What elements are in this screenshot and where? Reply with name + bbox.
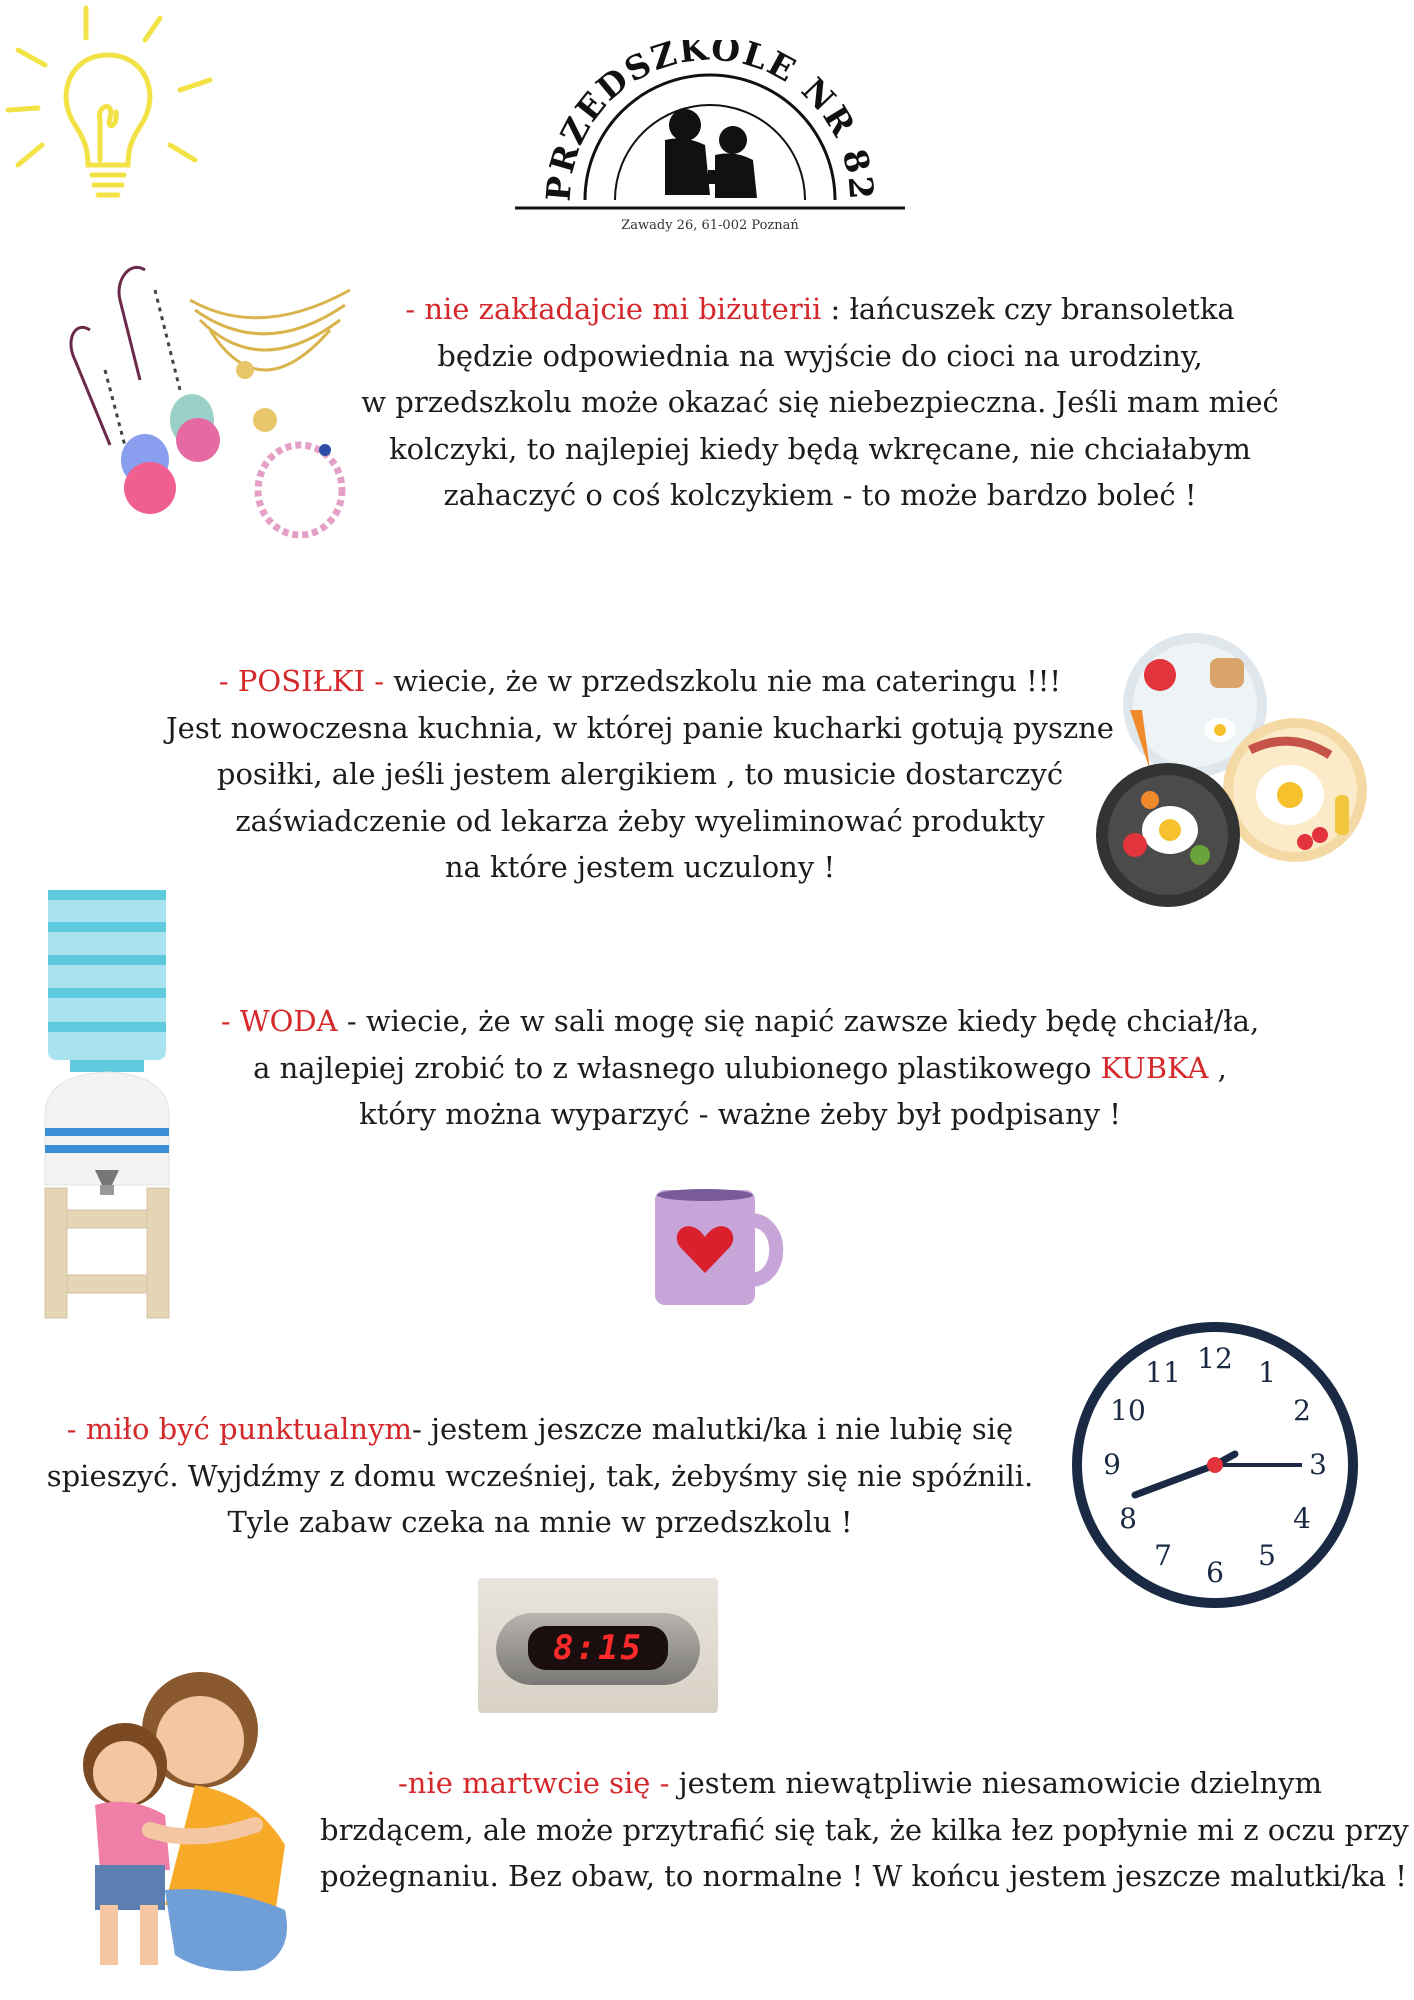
clock-5: 5 [1258, 1539, 1276, 1572]
clock-8: 8 [1119, 1502, 1137, 1535]
jewelry-lead: - nie zakładajcie mi biżuterii [405, 292, 822, 326]
clock-11: 11 [1145, 1356, 1181, 1389]
water-section [220, 998, 1260, 1138]
logo-address: Zawady 26, 61-002 Poznań [621, 218, 799, 233]
clock-7: 7 [1154, 1539, 1172, 1572]
clock-4: 4 [1293, 1502, 1311, 1535]
punctual-section [30, 1406, 1050, 1546]
jewelry-line-1: : łańcuszek czy bransoletka [821, 292, 1235, 326]
clock-9: 9 [1103, 1448, 1121, 1481]
worry-lead: -nie martwcie się - [397, 1766, 670, 1800]
jewelry-section [330, 286, 1310, 519]
worry-line-2: brzdącem, ale może przytrafić się tak, że kilka łez popłynie mi z oczu przy [320, 1812, 1409, 1847]
jewelry-line-5: zahaczyć o coś kolczykiem - to może bardzo boleć ! [443, 478, 1197, 512]
meals-line-2: Jest nowoczesna kuchnia, w której panie kucharki gotują pyszne [166, 710, 1114, 745]
meal-plates-illustration [1090, 630, 1370, 920]
punctual-line-2: spieszyć. Wyjdźmy z domu wcześniej, tak, żebyśmy się nie spóźnili. [46, 1458, 1034, 1493]
meals-line-5: na które jestem uczulony ! [444, 850, 836, 884]
lightbulb-icon [0, 0, 230, 220]
punctual-line-3: Tyle zabaw czeka na mnie w przedszkolu ! [227, 1505, 853, 1539]
meals-lead: - POSIŁKI - [218, 664, 385, 698]
worry-line-3: pożegnaniu. Bez obaw, to normalne ! W końcu jestem jeszcze malutki/ka ! [320, 1859, 1407, 1893]
alarm-clock-image [478, 1578, 718, 1713]
water-line-2-pre: a najlepiej zrobić to z własnego ulubionego plastikowego [253, 1050, 1101, 1085]
clock-3: 3 [1309, 1448, 1327, 1481]
kindergarten-logo [515, 40, 905, 250]
logo-name: PRZEDSZKOLE NR 82 [538, 40, 882, 203]
water-line-2-post: , [1208, 1050, 1227, 1085]
meals-section [160, 658, 1120, 891]
water-highlight-kubka: KUBKA [1100, 1050, 1209, 1085]
alarm-clock-display: 8:15 [553, 1628, 643, 1668]
clock-2: 2 [1293, 1394, 1311, 1427]
punctual-lead: - miło być punktualnym [66, 1412, 412, 1446]
water-line-1: - wiecie, że w sali mogę się napić zawsze kiedy będę chciał/ła, [337, 1004, 1260, 1038]
water-line-3: który można wyparzyć - ważne żeby był podpisany ! [359, 1097, 1121, 1131]
wall-clock-icon [1070, 1320, 1360, 1610]
punctual-line-1: - jestem jeszcze malutki/ka i nie lubię się [412, 1412, 1014, 1446]
hug-illustration [55, 1655, 315, 1985]
jewelry-line-4: kolczyki, to najlepiej kiedy będą wkręcane, nie chciałabym [389, 431, 1251, 466]
clock-10: 10 [1110, 1394, 1146, 1427]
worry-line-1: jestem niewątpliwie niesamowicie dzielnym [669, 1766, 1323, 1800]
jewelry-line-3: w przedszkolu może okazać się niebezpieczna. Jeśli mam mieć [361, 385, 1279, 419]
worry-section [320, 1760, 1409, 1900]
jewelry-line-2: będzie odpowiednia na wyjście do cioci na urodziny, [437, 338, 1203, 373]
mug-icon [650, 1185, 790, 1310]
clock-12: 12 [1197, 1342, 1233, 1375]
water-lead: - WODA [220, 1004, 338, 1038]
clock-6: 6 [1206, 1556, 1224, 1589]
meals-line-1: wiecie, że w przedszkolu nie ma cateringu !!! [384, 664, 1062, 698]
meals-line-4: zaświadczenie od lekarza żeby wyeliminować produkty [235, 803, 1045, 838]
meals-line-3: posiłki, ale jeśli jestem alergikiem , to musicie dostarczyć [216, 757, 1064, 791]
water-cooler-illustration [40, 880, 180, 1320]
clock-1: 1 [1258, 1356, 1276, 1389]
